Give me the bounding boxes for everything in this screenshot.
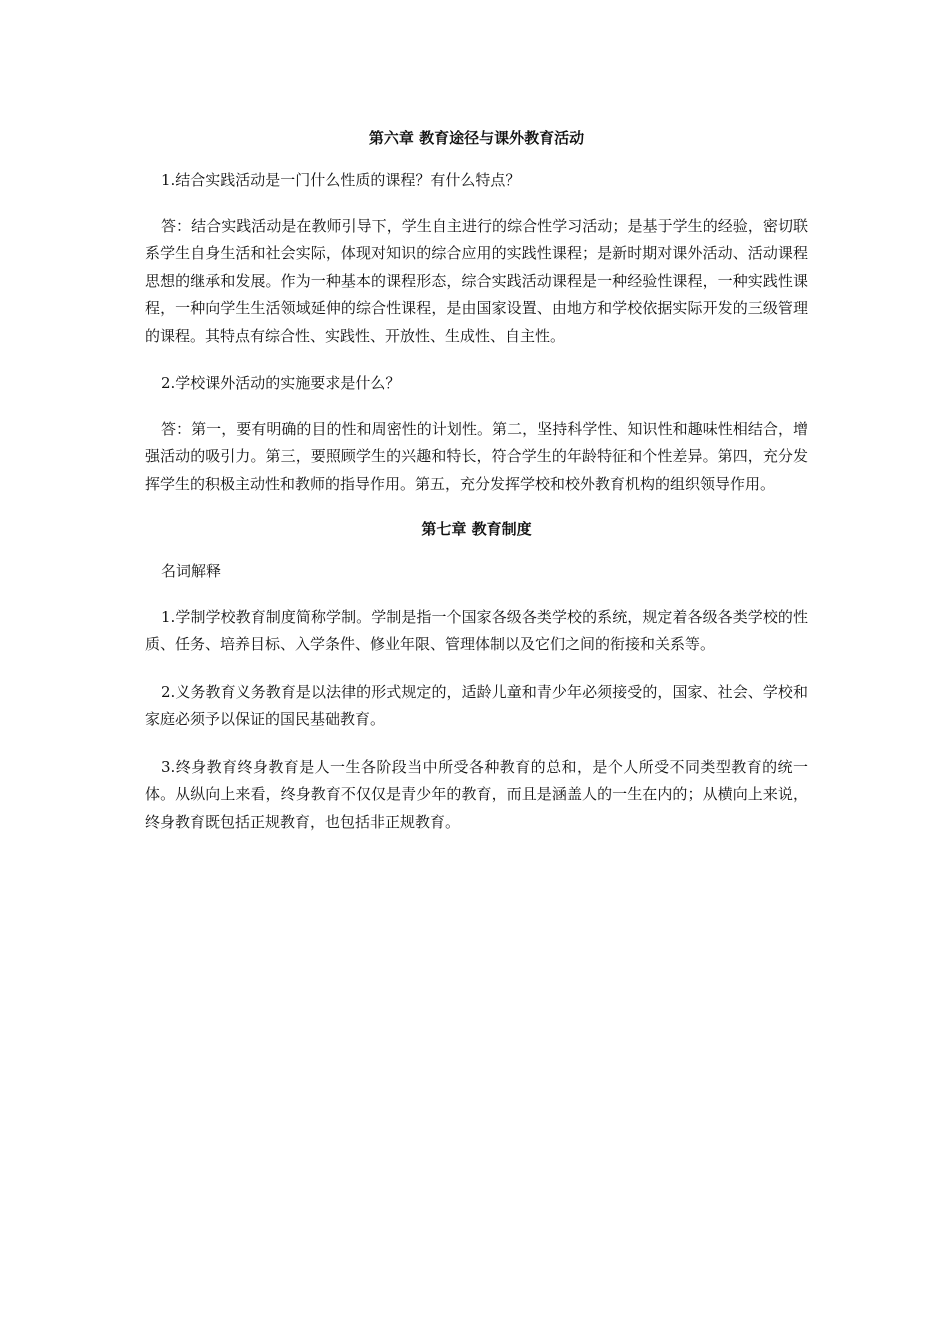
- term-definition-1: 1.学制学校教育制度简称学制。学制是指一个国家各级各类学校的系统，规定着各级各类学校的性质、任务、培养目标、入学条件、修业年限、管理体制以及它们之间的衔接和关系等。: [145, 607, 808, 653]
- chapter-7-title: 第七章 教育制度: [421, 520, 532, 538]
- term-definition-2: 2.义务教育义务教育是以法律的形式规定的，适龄儿童和青少年必须接受的，国家、社会、学校和家庭必须予以保证的国民基础教育。: [145, 682, 808, 728]
- chapter-6-title: 第六章 教育途径与课外教育活动: [368, 129, 585, 147]
- section-subtitle: 名词解释: [161, 562, 222, 580]
- term-definition-3: 3.终身教育终身教育是人一生各阶段当中所受各种教育的总和，是个人所受不同类型教育的统一体。从纵向上来看，终身教育不仅仅是青少年的教育，而且是涵盖人的一生在内的；从横向上来说，终身教育既包括正规教育，也包括非正规教育。: [145, 757, 808, 831]
- document-body: [145, 127, 808, 856]
- answer-2: 答：第一，要有明确的目的性和周密性的计划性。第二，坚持科学性、知识性和趣味性相结合，增强活动的吸引力。第三，要照顾学生的兴趣和特长，符合学生的年龄特征和个性差异。第四，充分发挥学生的积极主动性和教师的指导作用。第五，充分发挥学校和校外教育机构的组织领导作用。: [145, 419, 808, 493]
- answer-1: 答：结合实践活动是在教师引导下，学生自主进行的综合性学习活动；是基于学生的经验，密切联系学生自身生活和社会实际，体现对知识的综合应用的实践性课程；是新时期对课外活动、活动课程思想的继承和发展。作为一种基本的课程形态，综合实践活动课程是一种经验性课程，一种实践性课程，一种向学生生活领域延伸的综合性课程，是由国家设置、由地方和学校依据实际开发的三级管理的课程。其特点有综合性、实践性、开放性、生成性、自主性。: [145, 216, 808, 345]
- question-1: 1.结合实践活动是一门什么性质的课程？有什么特点？: [161, 171, 521, 189]
- question-2: 2.学校课外活动的实施要求是什么？: [161, 374, 401, 392]
